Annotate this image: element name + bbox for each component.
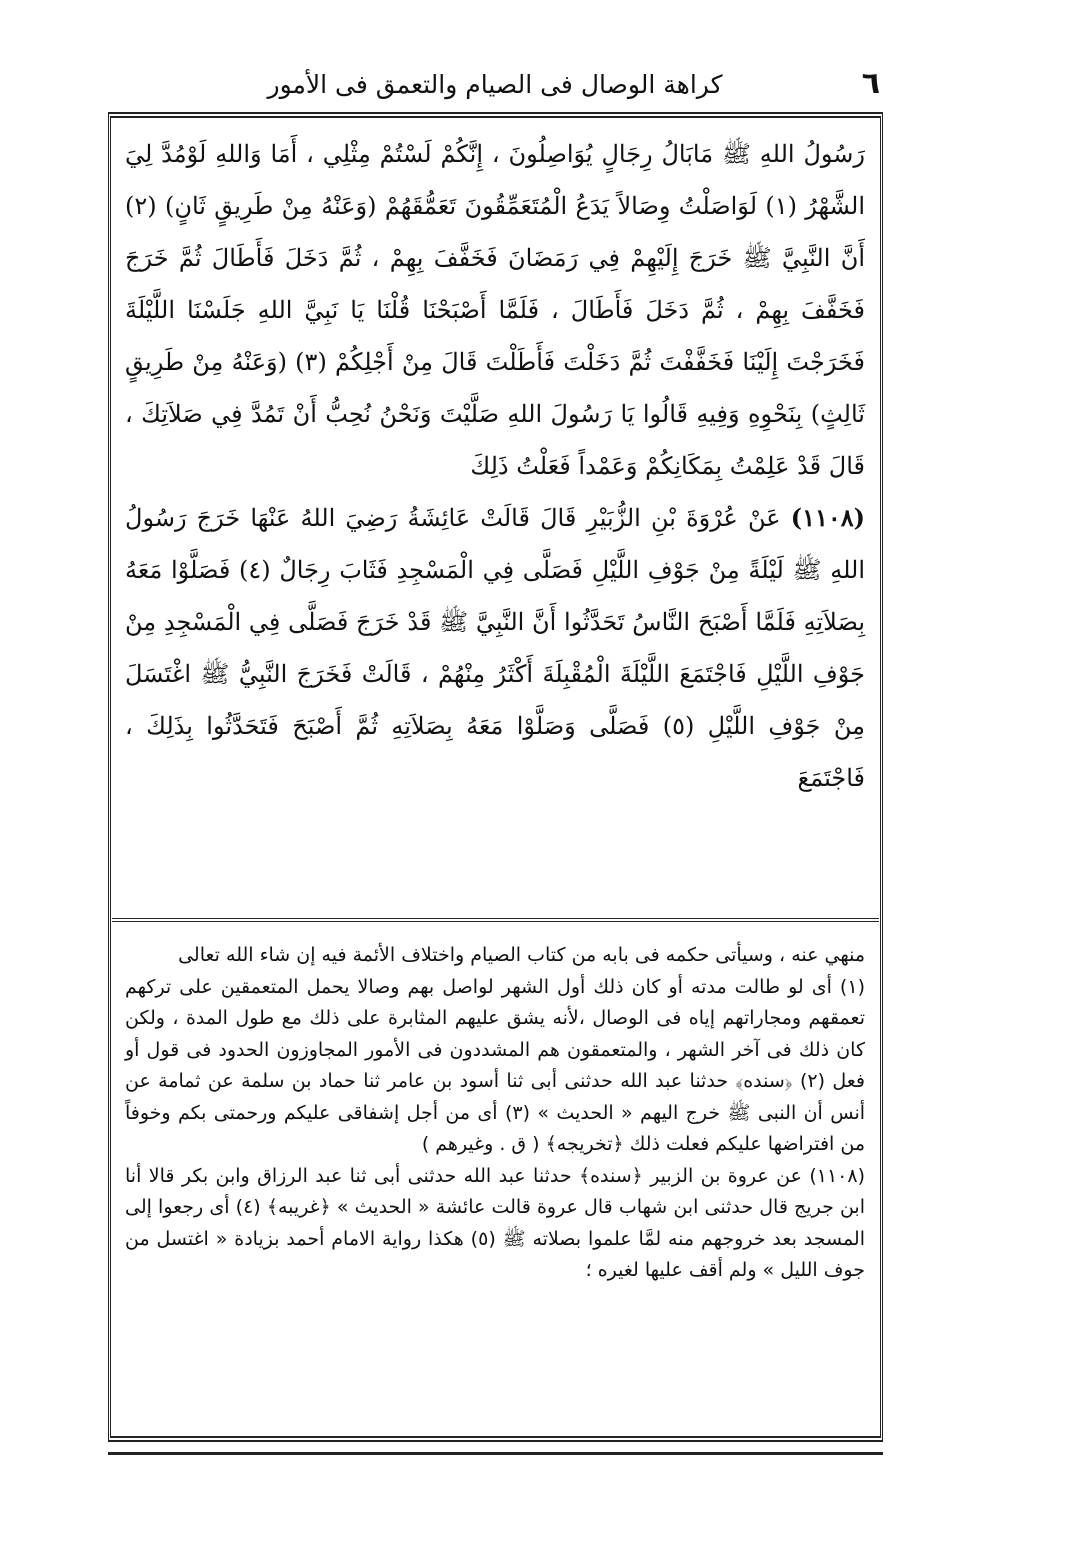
- running-title: كراهة الوصال فى الصيام والتعمق فى الأمور: [267, 70, 723, 99]
- footnotes: [125, 940, 865, 1430]
- hadith-paragraph: رَسُولُ اللهِ ﷺ مَابَالُ رِجَالٍ يُوَاصِلُونَ ، إِنَّكُمْ لَسْتُمْ مِثْلِي ، أَمَا وَاللهِ لَوْمُدَّ لِيَ الشَّهْرُ (١) لَوَاصَلْتُ وِصَالاً يَدَعُ الْمُتَعَمِّقُونَ تَعَمُّقَهُمْ (وَعَنْهُ مِنْ طَرِيقٍ ثَانٍ) (٢) أَنَّ النَّبِيَّ ﷺ خَرَجَ إِلَيْهِمْ فِي رَمَضَانَ فَخَفَّفَ بِهِمْ ، ثُمَّ دَخَلَ فَأَطَالَ ثُمَّ خَرَجَ فَخَفَّفَ بِهِمْ ، ثُمَّ دَخَلَ فَأَطَالَ ، فَلَمَّا أَصْبَحْنَا قُلْنَا يَا نَبِيَّ اللهِ جَلَسْنَا اللَّيْلَةَ فَخَرَجْتَ إِلَيْنَا فَخَفَّفْتَ ثُمَّ دَخَلْتَ فَأَطَلْتَ قَالَ مِنْ أَجْلِكُمْ (٣) (وَعَنْهُ مِنْ طَرِيقٍ ثَالِثٍ) بِنَحْوِهِ وَفِيهِ قَالُوا يَا رَسُولَ اللهِ صَلَّيْتَ وَنَحْنُ نُحِبُّ أَنْ تَمُدَّ فِي صَلاَتِكَ ، قَالَ قَدْ عَلِمْتُ بِمَكَانِكُمْ وَعَمْداً فَعَلْتُ ذَلِكَ: [125, 140, 866, 480]
- footnote-paragraph: (١١٠٨) عن عروة بن الزبير ﴿سنده﴾ حدثنا عبد الله حدثنى أبى ثنا عبد الرزاق وابن بكر قالا أنا ابن جريج قال حدثنى ابن شهاب قال عروة قالت عائشة « الحديث » ﴿غريبه﴾ (٤) أى رجعوا إلى المسجد بعد خروجهم منه لمَّا علموا بصلاته ﷺ (٥) هكذا رواية الامام أحمد بزيادة « اغتسل من جوف الليل » ولم أقف عليها لغيره ؛: [125, 1164, 865, 1281]
- footnote-divider: [112, 918, 879, 922]
- main-text: [125, 128, 865, 908]
- footnote-paragraph: منهي عنه ، وسيأتى حكمه فى بابه من كتاب الصيام واختلاف الأئمة فيه إن شاء الله تعالى: [178, 944, 865, 966]
- hadith-number: (١١٠٨): [790, 503, 865, 532]
- bottom-rule: [108, 1452, 883, 1455]
- footnote-paragraph: (١) أى لو طالت مدته أو كان ذلك أول الشهر لواصل بهم وصالا يحمل المتعمقين على تركهم تعمقهم ومجاراتهم إياه فى الوصال ،لأنه يشق عليهم المثابرة على ذلك مع طول المدة ، ولكن كان ذلك فى آخر الشهر ، والمتعمقون هم المشددون فى الأمور المجاوزون الحدود فى قول أو فعل (٢) ﴿سنده﴾ حدثنا عبد الله حدثنى أبى ثنا أسود بن عامر ثنا حماد بن سلمة عن ثمامة عن أنس أن النبى ﷺ خرج اليهم « الحديث » (٣) أى من أجل إشفاقى عليكم ورحمتى بكم وخوفاً من افتراضها عليكم فعلت ذلك ﴿تخريجه﴾ ( ق . وغيرهم ): [125, 975, 866, 1155]
- hadith-paragraph: [125, 492, 865, 804]
- page-number: ٦: [861, 66, 880, 101]
- hadith-text: عَنْ عُرْوَةَ بْنِ الزُّبَيْرِ قَالَ قَالَتْ عَائِشَةُ رَضِيَ اللهُ عَنْهَا خَرَجَ رَسُولُ اللهِ ﷺ لَيْلَةً مِنْ جَوْفِ اللَّيْلِ فَصَلَّى فِي الْمَسْجِدِ فَثَابَ رِجَالٌ (٤) فَصَلَّوْا مَعَهُ بِصَلاَتِهِ فَلَمَّا أَصْبَحَ النَّاسُ تَحَدَّثُوا أَنَّ النَّبِيَّ ﷺ قَدْ خَرَجَ فَصَلَّى فِي الْمَسْجِدِ مِنْ جَوْفِ اللَّيْلِ فَاجْتَمَعَ اللَّيْلَةَ الْمُقْبِلَةَ أَكْثَرُ مِنْهُمْ ، قَالَتْ فَخَرَجَ النَّبِيُّ ﷺ اغْتَسَلَ مِنْ جَوْفِ اللَّيْلِ (٥) فَصَلَّى وَصَلَّوْا مَعَهُ بِصَلاَتِهِ ثُمَّ أَصْبَحَ فَتَحَدَّثُوا بِذَلِكَ ، فَاجْتَمَعَ: [125, 504, 865, 792]
- page-header: [110, 60, 880, 110]
